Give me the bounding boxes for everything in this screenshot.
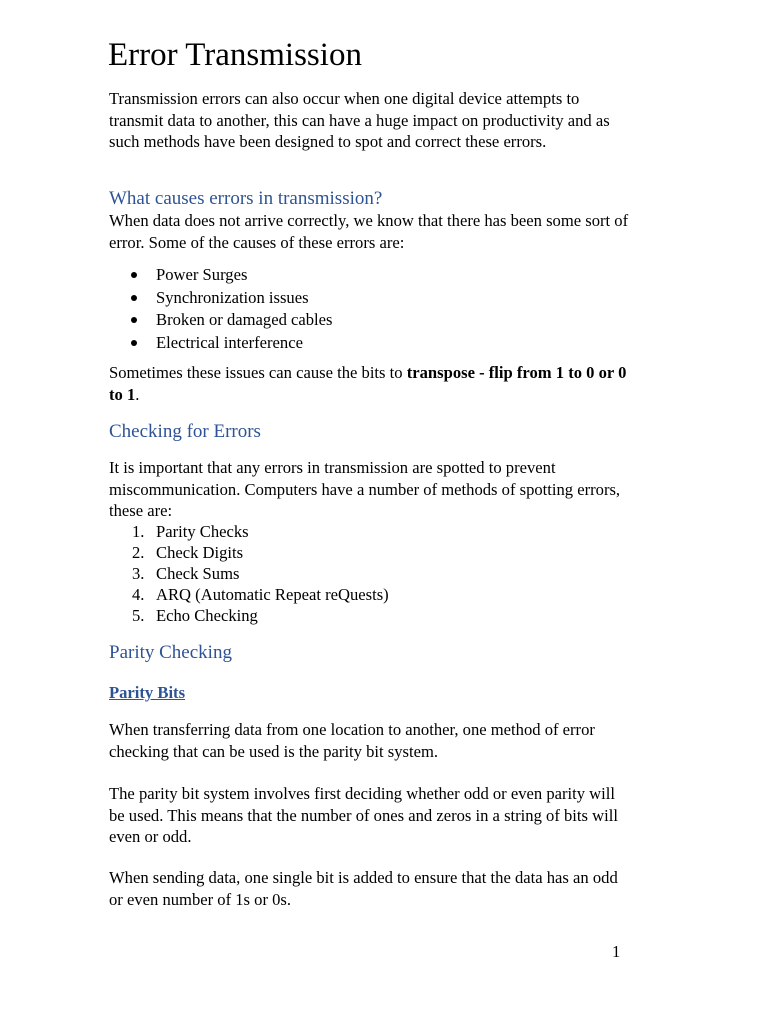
list-item: 5. Echo Checking — [132, 606, 258, 625]
parity-paragraph-1: When transferring data from one location to another, one method of error checking that can be used is the parity bit system. — [109, 720, 595, 761]
causes-heading: What causes errors in transmission? — [109, 188, 383, 209]
bullet-icon — [131, 295, 137, 301]
parity-paragraph-3: When sending data, one single bit is added to ensure that the data has an odd or even number of 1s or 0s. — [109, 868, 618, 909]
list-item: 3. Check Sums — [132, 564, 240, 583]
list-item: Power Surges — [109, 264, 332, 287]
checking-methods-list — [109, 521, 389, 626]
parity-paragraph-2: The parity bit system involves first deciding whether odd or even parity will be used. This means that the number of ones and zeros in a string of bits will even or odd. — [109, 784, 618, 846]
list-item: 1. Parity Checks — [132, 522, 249, 541]
bullet-icon — [131, 317, 137, 323]
list-item: 2. Check Digits — [132, 543, 244, 562]
parity-bits-subheading: Parity Bits — [109, 683, 186, 702]
checking-paragraph: It is important that any errors in transmission are spotted to prevent miscommunication. Computers have a number of methods of spotting errors, these are: — [109, 458, 621, 520]
intro-paragraph: Transmission errors can also occur when one digital device attempts to transmit data to another, this can have a huge impact on productivity and as such methods have been designed to spot and correct these errors. — [109, 89, 610, 151]
transpose-emphasis: transpose - flip from 1 to 0 or 0 to 1 — [109, 363, 627, 404]
parity-heading: Parity Checking — [109, 642, 232, 663]
list-item: Electrical interference — [109, 332, 332, 355]
checking-heading: Checking for Errors — [109, 421, 261, 442]
causes-paragraph: When data does not arrive correctly, we know that there has been some sort of error. Some of the causes of these errors are: — [109, 211, 629, 252]
causes-list — [109, 264, 332, 354]
bullet-icon — [131, 340, 137, 346]
page-title: Error Transmission — [108, 37, 362, 73]
list-item: Synchronization issues — [109, 287, 332, 310]
bullet-icon — [131, 272, 137, 278]
page-number: 1 — [612, 942, 621, 961]
list-item: 4. ARQ (Automatic Repeat reQuests) — [132, 585, 389, 604]
transpose-paragraph: Sometimes these issues can cause the bits to transpose - flip from 1 to 0 or 0 to 1. — [109, 363, 627, 404]
list-item: Broken or damaged cables — [109, 309, 332, 332]
